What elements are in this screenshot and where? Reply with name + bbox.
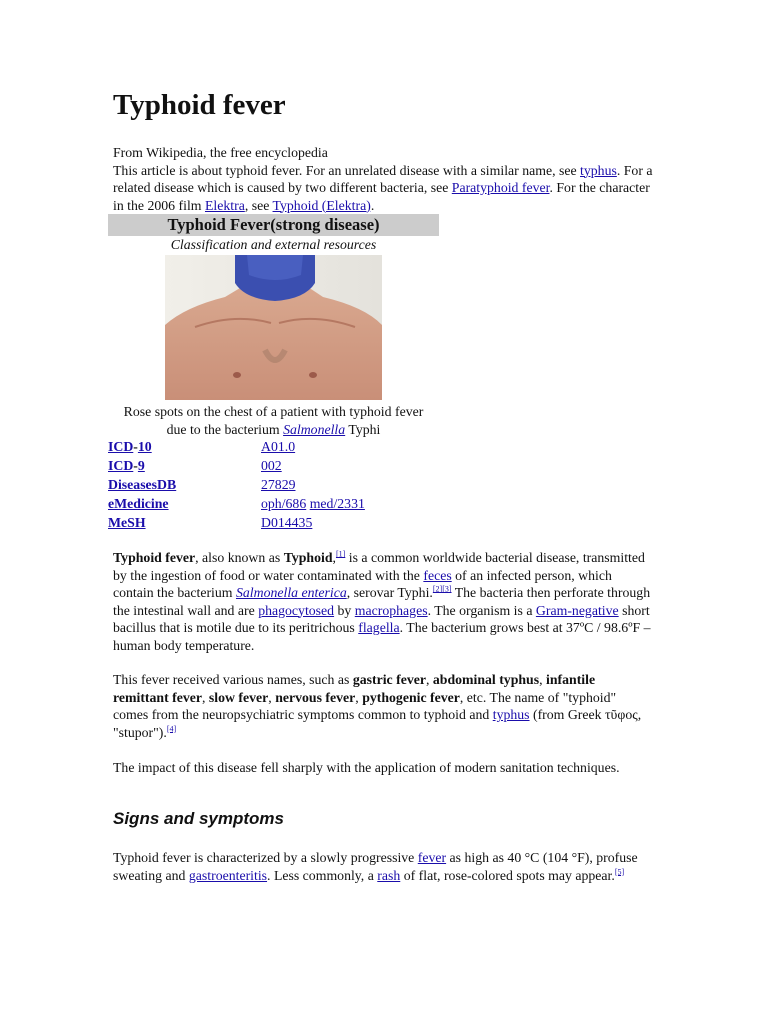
link-a01-0[interactable]: A01.0 bbox=[261, 439, 296, 454]
hatnote bbox=[113, 162, 653, 215]
hatnote-text: . For a related disease which is caused by two different bacteria, see bbox=[113, 162, 653, 195]
ref-5[interactable]: [5] bbox=[614, 866, 625, 876]
ref-2-3[interactable]: [2][3] bbox=[432, 584, 452, 594]
link-icd[interactable]: ICD bbox=[108, 458, 134, 473]
text: of an infected person, which contain the bacterium bbox=[113, 567, 612, 600]
bold-term: Typhoid bbox=[283, 550, 333, 565]
link-icd-9[interactable]: 9 bbox=[137, 458, 145, 473]
link-gram-negative[interactable]: Gram-negative bbox=[535, 602, 619, 618]
image-caption bbox=[108, 403, 439, 438]
text: of flat, rose-colored spots may appear. bbox=[400, 867, 615, 883]
hatnote-text: . bbox=[370, 197, 375, 213]
code-row-emedicine bbox=[108, 495, 408, 514]
dash: - bbox=[133, 439, 138, 454]
link-med-2331[interactable]: med/2331 bbox=[309, 496, 365, 511]
caption-line: Rose spots on the chest of a patient with typhoid fever bbox=[123, 404, 424, 419]
ref-1[interactable]: [1] bbox=[335, 549, 346, 559]
link-paratyphoid-fever[interactable]: Paratyphoid fever bbox=[451, 180, 550, 195]
paragraph-impact: The impact of this disease fell sharply with the application of modern sanitation techniques. bbox=[113, 760, 620, 775]
text: . The bacterium grows best at 37ºC / 98.6ºF – human body temperature. bbox=[113, 620, 651, 653]
link-icd[interactable]: ICD bbox=[108, 439, 134, 454]
text: is a common worldwide bacterial disease, transmitted by the ingestion of food or water contaminated with the bbox=[113, 550, 645, 583]
bold-term: Typhoid fever bbox=[113, 550, 196, 565]
link-emedicine[interactable]: eMedicine bbox=[108, 496, 169, 511]
link-typhus[interactable]: typhus bbox=[580, 162, 617, 178]
link-typhoid-elektra[interactable]: Typhoid (Elektra) bbox=[272, 197, 371, 213]
bold-term: gastric fever bbox=[352, 672, 426, 687]
link-002[interactable]: 002 bbox=[261, 458, 282, 473]
link-mesh[interactable]: MeSH bbox=[108, 515, 146, 530]
hatnote-text: . For the character in the 2006 film bbox=[113, 180, 650, 213]
infobox-image bbox=[165, 255, 382, 400]
caption-text: Typhi bbox=[345, 421, 381, 437]
text: , bbox=[355, 689, 363, 705]
code-row-icd9 bbox=[108, 457, 408, 476]
text: . Less commonly, a bbox=[267, 867, 378, 883]
text: , also known as bbox=[195, 550, 284, 565]
paragraph-symptoms bbox=[113, 849, 653, 884]
link-feces[interactable]: feces bbox=[423, 567, 452, 583]
intro-block bbox=[113, 144, 653, 214]
text: , bbox=[202, 689, 209, 705]
link-phagocytosed[interactable]: phagocytosed bbox=[258, 602, 335, 618]
text: , bbox=[539, 672, 547, 687]
link-macrophages[interactable]: macrophages bbox=[354, 602, 428, 618]
text: by bbox=[334, 602, 355, 618]
infobox-subheading: Classification and external resources bbox=[170, 237, 377, 252]
text: as high as 40 °C (104 °F), profuse sweating and bbox=[113, 850, 638, 883]
link-flagella[interactable]: flagella bbox=[358, 620, 400, 635]
text: short bacillus that is motile due to its peritrichous bbox=[113, 602, 650, 635]
link-typhus[interactable]: typhus bbox=[492, 707, 530, 722]
link-fever[interactable]: fever bbox=[417, 850, 447, 865]
bold-term: slow fever bbox=[208, 689, 269, 705]
text: Typhoid fever is characterized by a slowly progressive bbox=[113, 850, 418, 865]
text: The bacteria then perforate through the intestinal wall and are bbox=[113, 585, 651, 618]
link-diseasesdb[interactable]: DiseasesDB bbox=[108, 477, 177, 492]
link-27829[interactable]: 27829 bbox=[261, 477, 296, 492]
patient-chest-photo bbox=[165, 255, 382, 400]
link-gastroenteritis[interactable]: gastroenteritis bbox=[188, 867, 268, 883]
text: (from Greek τῦφος, "stupor"). bbox=[113, 707, 642, 740]
code-row-icd10 bbox=[108, 438, 408, 457]
text: , bbox=[332, 550, 336, 565]
hatnote-text: , see bbox=[244, 197, 273, 213]
ref-4[interactable]: [4] bbox=[166, 723, 177, 733]
caption-text: due to the bacterium bbox=[166, 421, 284, 437]
link-d014435[interactable]: D014435 bbox=[261, 515, 313, 530]
bold-term: pythogenic fever bbox=[362, 689, 460, 705]
link-icd-10[interactable]: 10 bbox=[137, 439, 152, 454]
hatnote-text: This article is about typhoid fever. For an unrelated disease with a similar name, see bbox=[113, 162, 581, 178]
page-title: Typhoid fever bbox=[113, 89, 286, 121]
link-oph-686[interactable]: oph/686 bbox=[261, 496, 307, 511]
text: , bbox=[425, 672, 433, 687]
text: , bbox=[268, 689, 276, 705]
link-salmonella-enterica[interactable]: Salmonella enterica bbox=[235, 585, 347, 600]
text: . The organism is a bbox=[427, 602, 536, 618]
link-elektra[interactable]: Elektra bbox=[204, 197, 245, 213]
text: This fever received various names, such as bbox=[113, 672, 353, 687]
infobox-heading: Typhoid Fever(strong disease) bbox=[108, 214, 439, 236]
link-salmonella[interactable]: Salmonella bbox=[283, 421, 346, 437]
text: , serovar Typhi. bbox=[346, 585, 433, 600]
paragraph-names bbox=[113, 671, 653, 741]
section-heading-signs-and-symptoms: Signs and symptoms bbox=[113, 809, 284, 828]
text: , etc. The name of "typhoid" comes from the neuropsychiatric symptoms common to typhoid and bbox=[113, 689, 617, 722]
code-row-mesh bbox=[108, 514, 408, 533]
paragraph-definition bbox=[113, 549, 653, 654]
source-line: From Wikipedia, the free encyclopedia bbox=[113, 145, 328, 160]
dash: - bbox=[133, 458, 138, 473]
caption-line-2 bbox=[108, 421, 439, 439]
bold-term: nervous fever bbox=[275, 689, 356, 705]
bold-term: abdominal typhus bbox=[432, 672, 540, 687]
link-rash[interactable]: rash bbox=[377, 867, 401, 883]
code-row-diseasesdb bbox=[108, 476, 408, 495]
bold-term: infantile remittant fever bbox=[113, 672, 596, 705]
